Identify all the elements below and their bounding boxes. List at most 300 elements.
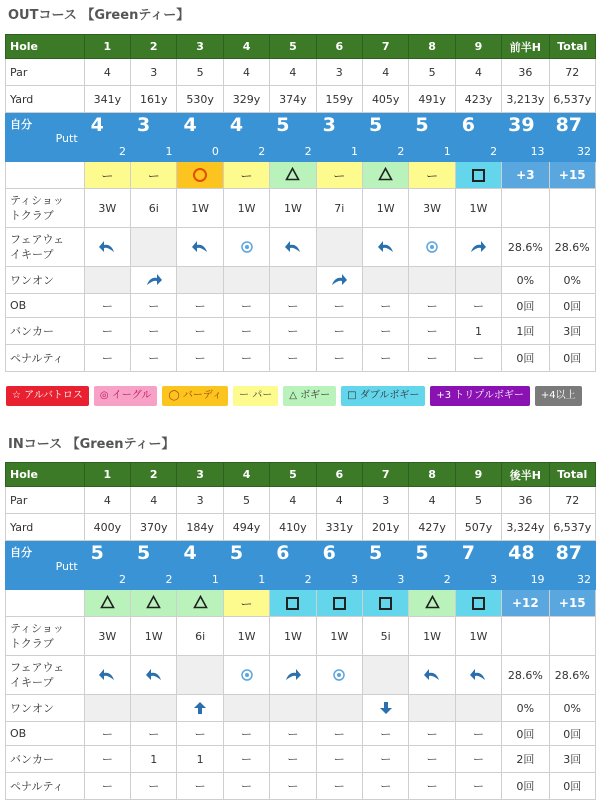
header-total: Total: [549, 463, 595, 487]
score-value: 3: [137, 114, 151, 136]
par-hole-4: 4: [223, 59, 269, 86]
one-on-hole-4: [223, 267, 269, 294]
hole-number-7: 7: [363, 463, 409, 487]
yard-label: Yard: [6, 514, 85, 541]
fairway-hole-9: [455, 228, 501, 267]
result-hole-9: [455, 162, 501, 189]
one-on-hole-8: [409, 695, 455, 722]
tee-club-hole-7: 5i: [363, 617, 409, 656]
self-hole-9: [455, 113, 501, 162]
in-section-title: INコース 【Greenティー】: [8, 437, 175, 452]
one-on-hole-3: [177, 267, 223, 294]
legend-double: □ ダブルボギー: [341, 386, 425, 406]
self-hole-8: [409, 113, 455, 162]
score-value: 7: [461, 542, 476, 564]
par-hole-5: 4: [270, 59, 316, 86]
ob-total: 0回: [549, 722, 595, 746]
putt-value: 1: [351, 145, 358, 158]
fairway-center-icon: [317, 669, 362, 681]
tee-club-hole-2: 1W: [131, 617, 177, 656]
out-result-row: [6, 162, 596, 189]
yard-hole-6: 331y: [316, 514, 362, 541]
tee-club-hole-6: 1W: [316, 617, 362, 656]
double-bogey-square-icon: [379, 597, 392, 610]
hole-number-5: 5: [270, 463, 316, 487]
result-hole-4: [223, 590, 269, 617]
header-half: 前半H: [502, 35, 549, 59]
out-one-on-row: [6, 267, 596, 294]
putt-value: 2: [119, 145, 127, 158]
self-label: 自分: [10, 546, 32, 559]
fairway-label: フェアウェイキープ: [6, 228, 85, 267]
self-hole-5: [270, 541, 316, 590]
result-label: [6, 162, 85, 189]
hole-number-8: 8: [409, 463, 455, 487]
self-hole-4: [223, 541, 269, 590]
one-on-label: ワンオン: [6, 267, 85, 294]
penalty-hole-7: ー: [363, 773, 409, 800]
in-par-row: [6, 487, 596, 514]
fairway-center-icon: [224, 241, 269, 253]
bunker-hole-6: ー: [316, 746, 362, 773]
par-hole-7: 3: [363, 487, 409, 514]
result-hole-8: [409, 162, 455, 189]
legend-four: +4以上: [535, 386, 582, 406]
penalty-total: 0回: [549, 773, 595, 800]
score-value: 4: [183, 542, 197, 564]
result-hole-6: [316, 590, 362, 617]
par-hole-7: 4: [363, 59, 409, 86]
penalty-hole-2: ー: [131, 345, 177, 372]
par-total: 72: [549, 487, 595, 514]
fairway-hole-5: [270, 656, 316, 695]
bunker-hole-5: ー: [270, 746, 316, 773]
tee-club-hole-7: 1W: [363, 189, 409, 228]
par-hole-6: 3: [316, 59, 362, 86]
self-label-cell: [6, 113, 85, 162]
legend-bogey: △ ボギー: [283, 386, 336, 406]
bunker-total: 3回: [549, 318, 595, 345]
par-dash-icon: ー: [101, 168, 114, 183]
yard-hole-7: 405y: [363, 86, 409, 113]
tee-club-label: ティショットクラブ: [6, 189, 85, 228]
legend-triple: +3 トリプルボギー: [430, 386, 530, 406]
penalty-hole-7: ー: [363, 345, 409, 372]
arrow-up-icon: [177, 701, 222, 715]
out-tee-club-row: [6, 189, 596, 228]
one-on-label: ワンオン: [6, 695, 85, 722]
self-hole-2: [131, 541, 177, 590]
result-hole-8: [409, 590, 455, 617]
arrow-left-icon: [270, 240, 315, 254]
fairway-hole-3: [177, 228, 223, 267]
ob-hole-2: ー: [131, 722, 177, 746]
bunker-hole-5: ー: [270, 318, 316, 345]
yard-hole-8: 491y: [409, 86, 455, 113]
arrow-left-icon: [131, 668, 176, 682]
one-on-half: 0%: [502, 695, 549, 722]
self-hole-3: [177, 113, 223, 162]
fairway-hole-2: [131, 228, 177, 267]
tee-club-hole-8: 3W: [409, 189, 455, 228]
self-label: 自分: [10, 118, 32, 131]
result-half: +3: [502, 162, 549, 189]
penalty-half: 0回: [502, 773, 549, 800]
result-hole-3: [177, 590, 223, 617]
bogey-triangle-icon: [285, 167, 300, 184]
bogey-triangle-icon: [378, 167, 393, 184]
hole-number-2: 2: [131, 35, 177, 59]
putt-value: 1: [443, 145, 451, 158]
out-yard-row: [6, 86, 596, 113]
out-header-row: [6, 35, 596, 59]
par-hole-3: 5: [177, 59, 223, 86]
hole-number-5: 5: [270, 35, 316, 59]
in-bunker-row: [6, 746, 596, 773]
score-value: 48: [508, 542, 535, 564]
tee-club-hole-1: 3W: [84, 189, 130, 228]
tee-club-hole-5: 1W: [270, 617, 316, 656]
result-hole-1: [84, 590, 130, 617]
fairway-center-icon: [224, 669, 269, 681]
ob-hole-5: ー: [270, 722, 316, 746]
putt-value: 1: [258, 573, 266, 586]
putt-value: 2: [304, 145, 312, 158]
bunker-hole-7: ー: [363, 318, 409, 345]
bunker-hole-1: ー: [84, 318, 130, 345]
result-hole-3: [177, 162, 223, 189]
bunker-hole-8: ー: [409, 318, 455, 345]
tee-club-hole-3: 1W: [177, 189, 223, 228]
one-on-hole-1: [84, 695, 130, 722]
fairway-hole-1: [84, 656, 130, 695]
putt-value: 2: [165, 573, 173, 586]
fairway-total: 28.6%: [549, 228, 595, 267]
ob-hole-3: ー: [177, 294, 223, 318]
bogey-triangle-icon: [146, 595, 161, 612]
hole-number-1: 1: [84, 463, 130, 487]
score-value: 6: [276, 542, 290, 564]
yard-hole-1: 341y: [84, 86, 130, 113]
par-hole-9: 4: [455, 59, 501, 86]
yard-total: 6,537y: [549, 86, 595, 113]
putt-value: 2: [258, 145, 266, 158]
putt-label: Putt: [55, 132, 78, 145]
result-hole-9: [455, 590, 501, 617]
bunker-hole-6: ー: [316, 318, 362, 345]
ob-hole-8: ー: [409, 294, 455, 318]
double-bogey-square-icon: [472, 597, 485, 610]
fairway-hole-3: [177, 656, 223, 695]
par-dash-icon: ー: [426, 168, 439, 183]
yard-hole-6: 159y: [316, 86, 362, 113]
par-half: 36: [502, 59, 549, 86]
out-section-title: OUTコース 【Greenティー】: [8, 8, 190, 23]
ob-hole-4: ー: [223, 294, 269, 318]
fairway-hole-1: [84, 228, 130, 267]
fairway-half: 28.6%: [502, 656, 549, 695]
par-hole-8: 4: [409, 487, 455, 514]
penalty-hole-6: ー: [316, 345, 362, 372]
self-hole-2: [131, 113, 177, 162]
self-label-cell: [6, 541, 85, 590]
one-on-hole-7: [363, 695, 409, 722]
par-hole-2: 4: [131, 487, 177, 514]
ob-hole-6: ー: [316, 722, 362, 746]
in-header-row: [6, 463, 596, 487]
result-hole-4: [223, 162, 269, 189]
bunker-half: 2回: [502, 746, 549, 773]
hole-number-4: 4: [223, 35, 269, 59]
arrow-left-icon: [363, 240, 408, 254]
score-value: 3: [322, 114, 336, 136]
one-on-total: 0%: [549, 695, 595, 722]
out-ob-row: [6, 294, 596, 318]
score-legend: [6, 386, 582, 406]
arrow-right-icon: [131, 273, 176, 287]
arrow-right-icon: [317, 273, 362, 287]
ob-hole-4: ー: [223, 722, 269, 746]
par-total: 72: [549, 59, 595, 86]
tee-club-hole-3: 6i: [177, 617, 223, 656]
par-hole-4: 5: [223, 487, 269, 514]
penalty-hole-3: ー: [177, 773, 223, 800]
self-hole-6: [316, 541, 362, 590]
ob-hole-7: ー: [363, 722, 409, 746]
bunker-hole-4: ー: [223, 746, 269, 773]
fairway-center-icon: [409, 241, 454, 253]
tee-club-hole-4: 1W: [223, 617, 269, 656]
score-value: 5: [415, 542, 429, 564]
ob-hole-7: ー: [363, 294, 409, 318]
hole-number-7: 7: [363, 35, 409, 59]
ob-half: 0回: [502, 294, 549, 318]
penalty-hole-5: ー: [270, 345, 316, 372]
yard-hole-3: 530y: [177, 86, 223, 113]
out-bunker-row: [6, 318, 596, 345]
in-fairway-row: [6, 656, 596, 695]
in-ob-row: [6, 722, 596, 746]
self-hole-3: [177, 541, 223, 590]
score-value: 4: [229, 114, 244, 136]
ob-hole-6: ー: [316, 294, 362, 318]
result-hole-5: [270, 162, 316, 189]
ob-label: OB: [6, 722, 85, 746]
hole-number-3: 3: [177, 463, 223, 487]
score-value: 5: [369, 114, 383, 136]
penalty-half: 0回: [502, 345, 549, 372]
yard-hole-5: 374y: [270, 86, 316, 113]
result-label: [6, 590, 85, 617]
birdie-circle-icon: [193, 168, 207, 182]
one-on-hole-5: [270, 695, 316, 722]
legend-albatross: ☆ アルバトロス: [6, 386, 89, 406]
ob-hole-8: ー: [409, 722, 455, 746]
fairway-hole-2: [131, 656, 177, 695]
penalty-hole-4: ー: [223, 773, 269, 800]
self-half: [502, 113, 549, 162]
yard-hole-4: 494y: [223, 514, 269, 541]
putt-label: Putt: [55, 560, 78, 573]
par-label: Par: [6, 487, 85, 514]
self-hole-8: [409, 541, 455, 590]
double-bogey-square-icon: [472, 169, 485, 182]
par-hole-9: 5: [455, 487, 501, 514]
one-on-hole-8: [409, 267, 455, 294]
arrow-left-icon: [409, 668, 454, 682]
fairway-hole-6: [316, 656, 362, 695]
self-hole-5: [270, 113, 316, 162]
par-dash-icon: ー: [147, 168, 160, 183]
self-hole-6: [316, 113, 362, 162]
score-value: 6: [461, 114, 476, 136]
score-value: 87: [555, 542, 583, 564]
arrow-down-icon: [363, 701, 408, 715]
self-total: [549, 113, 595, 162]
ob-hole-9: ー: [455, 294, 501, 318]
in-self-row: [6, 541, 596, 590]
bogey-triangle-icon: [425, 595, 440, 612]
legend-birdie: ◯ バーディ: [162, 386, 228, 406]
bunker-label: バンカー: [6, 746, 85, 773]
yard-hole-2: 161y: [131, 86, 177, 113]
in-one-on-row: [6, 695, 596, 722]
fairway-hole-8: [409, 656, 455, 695]
bunker-label: バンカー: [6, 318, 85, 345]
putt-value: 32: [577, 573, 591, 586]
double-bogey-square-icon: [333, 597, 346, 610]
ob-hole-2: ー: [131, 294, 177, 318]
putt-value: 2: [397, 145, 405, 158]
bunker-hole-3: 1: [177, 746, 223, 773]
penalty-hole-9: ー: [455, 345, 501, 372]
header-hole-label: Hole: [6, 463, 85, 487]
arrow-right-icon: [270, 668, 315, 682]
one-on-total: 0%: [549, 267, 595, 294]
yard-hole-5: 410y: [270, 514, 316, 541]
one-on-hole-9: [455, 267, 501, 294]
score-value: 39: [508, 114, 535, 136]
penalty-hole-6: ー: [316, 773, 362, 800]
score-value: 5: [229, 542, 244, 564]
hole-number-6: 6: [316, 35, 362, 59]
tee-club-hole-9: 1W: [455, 189, 501, 228]
fairway-hole-8: [409, 228, 455, 267]
ob-hole-9: ー: [455, 722, 501, 746]
one-on-hole-4: [223, 695, 269, 722]
bunker-hole-2: 1: [131, 746, 177, 773]
bunker-hole-2: ー: [131, 318, 177, 345]
score-value: 5: [415, 114, 429, 136]
fairway-hole-4: [223, 656, 269, 695]
in-penalty-row: [6, 773, 596, 800]
yard-label: Yard: [6, 86, 85, 113]
putt-value: 0: [211, 145, 219, 158]
putt-value: 1: [165, 145, 173, 158]
par-hole-3: 3: [177, 487, 223, 514]
self-hole-4: [223, 113, 269, 162]
tee-club-hole-6: 7i: [316, 189, 362, 228]
score-value: 6: [322, 542, 336, 564]
par-half: 36: [502, 487, 549, 514]
ob-hole-5: ー: [270, 294, 316, 318]
fairway-hole-7: [363, 228, 409, 267]
yard-hole-9: 507y: [455, 514, 501, 541]
one-on-hole-3: [177, 695, 223, 722]
result-hole-2: [131, 590, 177, 617]
result-half: +12: [502, 590, 549, 617]
par-dash-icon: ー: [333, 168, 346, 183]
tee-club-hole-9: 1W: [455, 617, 501, 656]
bunker-total: 3回: [549, 746, 595, 773]
par-dash-icon: ー: [240, 596, 253, 611]
par-hole-1: 4: [84, 487, 130, 514]
penalty-total: 0回: [549, 345, 595, 372]
putt-value: 3: [397, 573, 405, 586]
out-par-row: [6, 59, 596, 86]
out-penalty-row: [6, 345, 596, 372]
self-total: [549, 541, 595, 590]
ob-hole-1: ー: [84, 722, 130, 746]
putt-value: 1: [211, 573, 219, 586]
tee-club-hole-4: 1W: [223, 189, 269, 228]
legend-par: ー パー: [233, 386, 278, 406]
arrow-left-icon: [177, 240, 222, 254]
penalty-hole-4: ー: [223, 345, 269, 372]
hole-number-9: 9: [455, 463, 501, 487]
in-scorecard-table: [5, 462, 596, 800]
double-bogey-square-icon: [286, 597, 299, 610]
par-hole-8: 5: [409, 59, 455, 86]
result-hole-2: [131, 162, 177, 189]
penalty-hole-2: ー: [131, 773, 177, 800]
yard-total: 6,537y: [549, 514, 595, 541]
self-hole-1: [84, 541, 130, 590]
yard-hole-8: 427y: [409, 514, 455, 541]
result-hole-7: [363, 162, 409, 189]
par-hole-6: 4: [316, 487, 362, 514]
fairway-hole-5: [270, 228, 316, 267]
bunker-hole-7: ー: [363, 746, 409, 773]
ob-label: OB: [6, 294, 85, 318]
score-value: 5: [369, 542, 383, 564]
one-on-hole-6: [316, 695, 362, 722]
yard-half: 3,324y: [502, 514, 549, 541]
putt-value: 2: [304, 573, 312, 586]
yard-hole-1: 400y: [84, 514, 130, 541]
tee-club-hole-5: 1W: [270, 189, 316, 228]
bunker-hole-8: ー: [409, 746, 455, 773]
one-on-hole-2: [131, 267, 177, 294]
penalty-hole-1: ー: [84, 773, 130, 800]
ob-hole-3: ー: [177, 722, 223, 746]
self-hole-7: [363, 541, 409, 590]
fairway-hole-6: [316, 228, 362, 267]
fairway-hole-4: [223, 228, 269, 267]
putt-value: 2: [443, 573, 451, 586]
arrow-left-icon: [85, 240, 130, 254]
result-total: +15: [549, 590, 595, 617]
self-hole-9: [455, 541, 501, 590]
yard-hole-4: 329y: [223, 86, 269, 113]
result-hole-6: [316, 162, 362, 189]
yard-hole-9: 423y: [455, 86, 501, 113]
ob-total: 0回: [549, 294, 595, 318]
legend-eagle: ◎ イーグル: [94, 386, 158, 406]
penalty-hole-9: ー: [455, 773, 501, 800]
fairway-hole-7: [363, 656, 409, 695]
self-hole-1: [84, 113, 130, 162]
